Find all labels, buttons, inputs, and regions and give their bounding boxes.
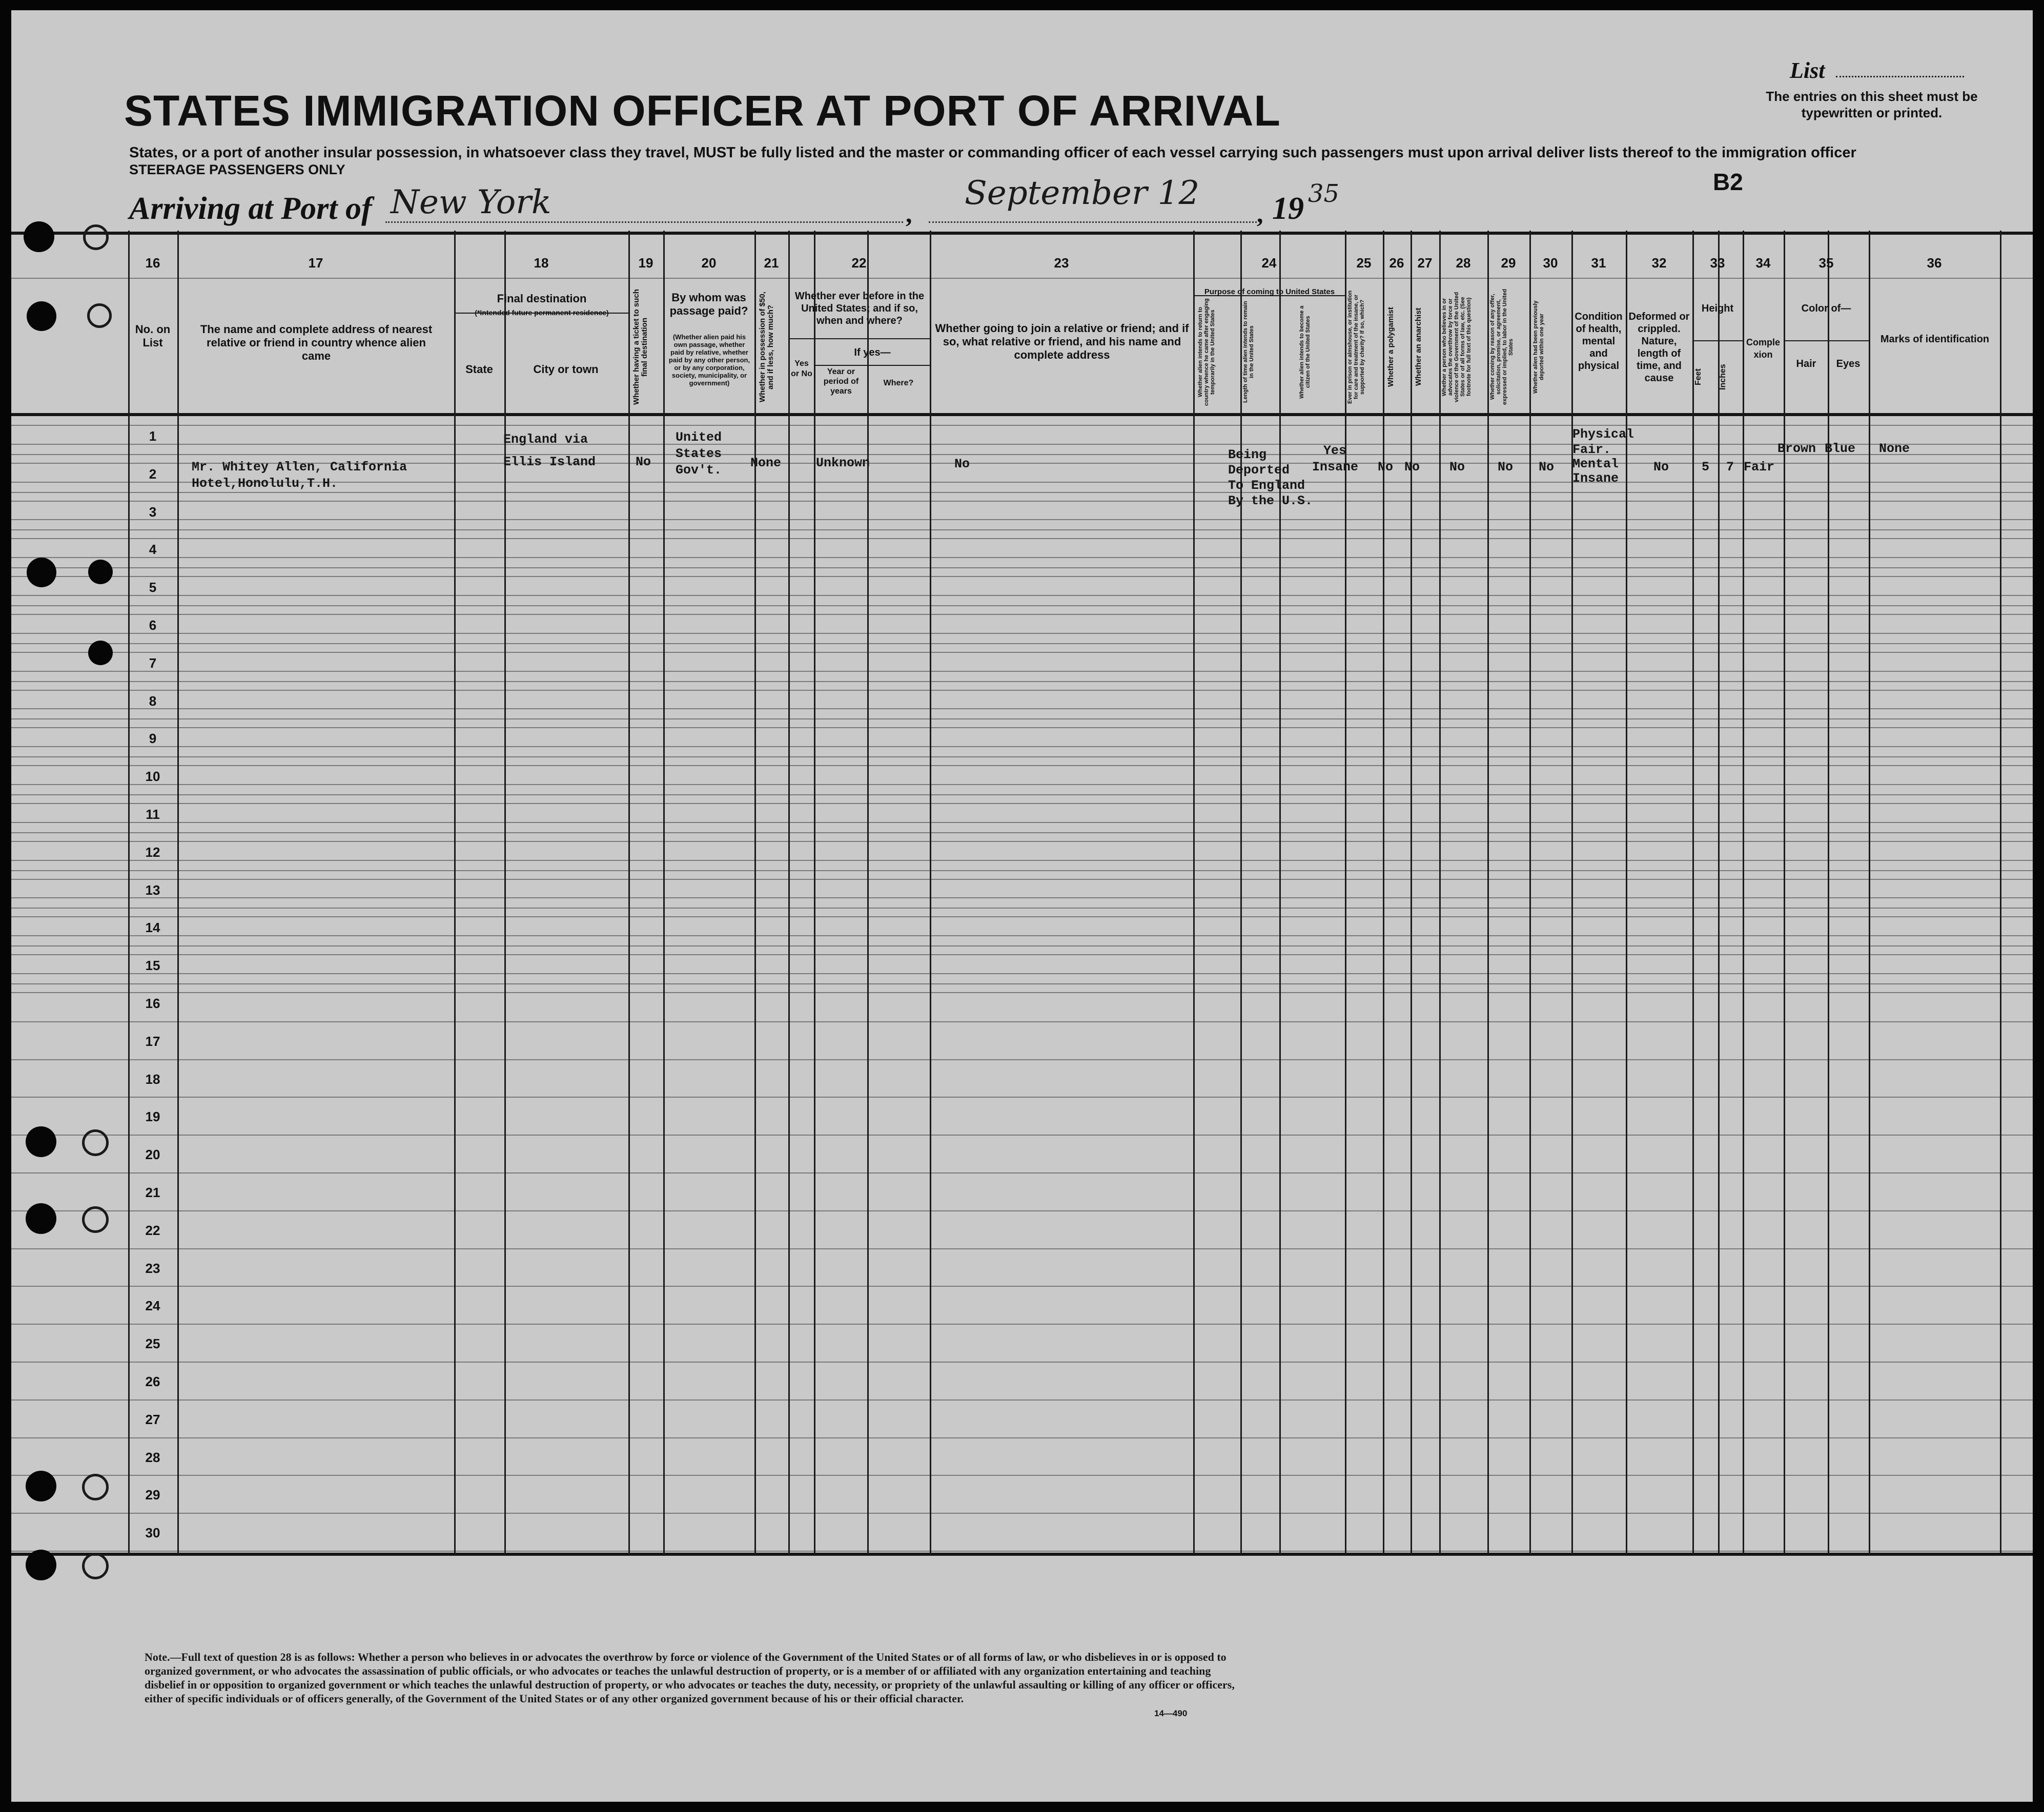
row-rule — [11, 1097, 2033, 1098]
row-number: 19 — [145, 1109, 160, 1124]
column-rule — [1439, 231, 1441, 1555]
col-number: 35 — [1818, 255, 1834, 271]
header-hair: Hair — [1796, 358, 1816, 369]
port-line — [385, 221, 903, 223]
col-number: 20 — [701, 255, 717, 271]
header-city: City or town — [533, 363, 599, 376]
row-number: 23 — [145, 1261, 160, 1276]
entry-purpose-line3: To England — [1228, 478, 1305, 493]
row-rule — [11, 1172, 2033, 1173]
column-rule — [867, 231, 869, 1555]
row-rule-half — [11, 860, 2033, 861]
column-rule — [754, 231, 756, 1555]
header-polygamist: Whether a polygamist — [1386, 307, 1395, 387]
col-number: 18 — [534, 255, 549, 271]
column-rule — [1692, 231, 1694, 1555]
row-rule — [11, 832, 2033, 833]
header-contract-labor: Whether coming by reason of any offer, solicitation, promise, or agreement, expressed or implied, to labor in the United States — [1489, 289, 1514, 405]
entry-overthrow: No — [1449, 460, 1465, 475]
entry-paid-line2: States — [676, 446, 722, 461]
row-rule — [11, 529, 2033, 530]
column-rule — [177, 231, 179, 1555]
row-number: 11 — [146, 807, 160, 822]
row-rule — [11, 1399, 2033, 1401]
col-number: 22 — [851, 255, 867, 271]
row-rule — [11, 945, 2033, 946]
list-number-line — [1836, 76, 1964, 77]
column-rule — [1487, 231, 1489, 1555]
row-rule — [11, 492, 2033, 493]
entry-health-line1: Physical — [1572, 427, 1634, 442]
row-number: 6 — [149, 617, 157, 633]
row-number: 29 — [145, 1487, 160, 1502]
entry-health-line3: Mental — [1572, 457, 1619, 471]
entry-marks: None — [1879, 441, 1910, 456]
header-year-period: Year or period of years — [823, 367, 859, 396]
row-rule — [11, 1362, 2033, 1363]
binder-ring — [82, 1474, 109, 1500]
col-number: 34 — [1755, 255, 1771, 271]
sheet-mark: B2 — [1713, 169, 1743, 195]
col-number: 30 — [1543, 255, 1558, 271]
header-inches: Inches — [1719, 364, 1727, 390]
header-final-destination-note: (*Intended future permanent residence) — [475, 308, 609, 317]
row-rule — [11, 1286, 2033, 1287]
header-color-of: Color of— — [1801, 303, 1851, 314]
entry-feet: 5 — [1702, 460, 1710, 475]
entry-paid-line1: United — [676, 430, 722, 445]
column-rule — [1383, 231, 1384, 1555]
row-rule — [11, 1210, 2033, 1211]
entry-eyes: Blue — [1825, 441, 1856, 456]
header-deported: Whether alien had been previously deported within one year — [1532, 300, 1545, 394]
manifest-sheet — [11, 10, 2033, 1802]
column-rule — [504, 231, 506, 1555]
comma-2: , — [1257, 199, 1263, 228]
row-number: 7 — [149, 655, 157, 671]
entry-contract-labor: No — [1498, 460, 1514, 475]
header-purpose-c: Whether alien intends to become a citizen of the United States — [1299, 305, 1311, 399]
row-rule-half — [11, 557, 2033, 558]
row-rule-half — [11, 916, 2033, 917]
row-rule — [11, 756, 2033, 757]
row-rule — [11, 1059, 2033, 1060]
header-eyes: Eyes — [1836, 358, 1861, 369]
row-rule-half — [11, 708, 2033, 709]
row-rule-half — [11, 501, 2033, 502]
subheader-rule — [1692, 340, 1743, 341]
typewritten-note: The entries on this sheet must be typewritten or printed. — [1766, 89, 1978, 120]
row-number: 2 — [149, 466, 157, 482]
header-anarchist: Whether an anarchist — [1414, 307, 1423, 386]
col-number: 25 — [1356, 255, 1372, 271]
column-rule — [1743, 231, 1744, 1555]
row-rule-half — [11, 633, 2033, 634]
header-possession: Whether in possession of $50, and if less, how much? — [758, 292, 775, 402]
row-rule — [11, 1437, 2033, 1438]
column-rule — [1869, 231, 1870, 1555]
row-rule — [11, 870, 2033, 871]
binder-ring — [82, 1206, 109, 1233]
row-rule-half — [11, 935, 2033, 936]
row-rule-half — [11, 576, 2033, 577]
column-rule — [1529, 231, 1531, 1555]
comma-1: , — [906, 199, 912, 228]
row-number: 8 — [149, 693, 157, 709]
header-height: Height — [1701, 303, 1734, 314]
header-overthrow: Whether a person who believes in or advocates the overthrow by force or violence of the Government of the United States or of all forms of law, etc. (See footnote for full text of this question) — [1441, 292, 1472, 402]
binder-ring — [82, 1553, 109, 1579]
column-rule — [788, 231, 790, 1555]
col-number: 31 — [1591, 255, 1606, 271]
column-rule — [1828, 231, 1829, 1555]
row-rule — [11, 908, 2033, 909]
header-nearest-relative: The name and complete address of nearest relative or friend in country whence alien came — [200, 323, 433, 362]
row-number: 3 — [149, 504, 157, 520]
list-label: List — [1790, 58, 1825, 83]
row-number: 17 — [145, 1034, 160, 1049]
row-rule — [11, 1324, 2033, 1325]
row-number: 1 — [149, 428, 157, 444]
entry-hair: Brown — [1777, 441, 1816, 456]
binder-hole — [26, 1126, 56, 1157]
row-number: 9 — [149, 731, 157, 746]
column-rule — [1411, 231, 1412, 1555]
header-by-whom-paid-note: (Whether alien paid his own passage, whether paid by relative, whether paid by any other person, or by any corporation, society, municipality, or government) — [668, 333, 750, 387]
header-deformed: Deformed or crippled. Nature, length of time, and cause — [1628, 311, 1690, 384]
row-number: 18 — [145, 1072, 160, 1087]
row-rule-half — [11, 879, 2033, 880]
col-number: 23 — [1054, 255, 1069, 271]
row-rule-half — [11, 519, 2033, 520]
row-rule-half — [11, 954, 2033, 955]
header-instructions: States, or a port of another insular possession, in whatsoever class they travel, MUST be fully listed and the master or commanding officer of each vessel carrying such passengers must upon arrival deliver lists thereof to the immigration officer — [129, 145, 1856, 161]
entry-polygamist: No — [1378, 460, 1394, 475]
row-number: 27 — [145, 1412, 160, 1427]
header-where: Where? — [883, 379, 914, 387]
row-number: 13 — [145, 882, 160, 898]
entry-deported: No — [1539, 460, 1555, 475]
row-rule-half — [11, 727, 2033, 728]
row-rule — [11, 681, 2033, 682]
column-rule — [1784, 231, 1785, 1555]
row-number: 14 — [145, 920, 160, 935]
row-rule-half — [11, 803, 2033, 804]
arriving-label: Arriving at Port of — [129, 191, 372, 226]
row-rule-half — [11, 897, 2033, 898]
subheader-rule — [788, 338, 930, 339]
header-purpose-a: Whether alien intends to return to country whence he came after engaging temporarily in the United States — [1197, 298, 1216, 406]
column-rule — [663, 231, 665, 1555]
header-marks: Marks of identification — [1880, 334, 1990, 345]
page-title: STATES IMMIGRATION OFFICER AT PORT OF ARRIVAL — [124, 87, 1281, 135]
row-rule-half — [11, 538, 2033, 539]
header-prison: Ever in prison or almshouse, or institution for care and treatment of the insane, or supported by charity? If so, which? — [1347, 290, 1365, 404]
entry-ever-before: Unknown — [816, 456, 870, 470]
binder-hole — [88, 560, 113, 584]
col-number: 24 — [1261, 255, 1277, 271]
entry-health-line4: Insane — [1572, 471, 1619, 486]
entry-relative-line1: Mr. Whitey Allen, California — [192, 460, 407, 475]
column-rule — [1240, 231, 1242, 1555]
column-rule — [1718, 231, 1720, 1555]
column-number-rule — [11, 278, 2033, 279]
row-rule-half — [11, 841, 2033, 842]
header-health: Condition of health, mental and physical — [1575, 311, 1623, 372]
row-number: 26 — [145, 1374, 160, 1389]
entry-purpose-line2: Deported — [1228, 463, 1290, 478]
row-number: 16 — [145, 996, 160, 1011]
row-number: 24 — [145, 1298, 160, 1313]
binder-hole — [26, 1203, 56, 1234]
row-rule — [11, 643, 2033, 644]
binder-ring — [83, 224, 109, 250]
col-number: 36 — [1927, 255, 1942, 271]
header-final-destination: Final destination — [497, 292, 587, 305]
col-number: 32 — [1651, 255, 1667, 271]
header-state: State — [465, 363, 493, 376]
column-rule — [930, 231, 931, 1555]
entry-prison-line1: Yes — [1323, 443, 1347, 458]
entry-inches: 7 — [1726, 460, 1734, 475]
row-rule — [11, 567, 2033, 568]
binder-hole — [88, 641, 113, 665]
row-rule — [11, 1475, 2033, 1476]
row-number: 30 — [145, 1525, 160, 1540]
row-rule-half — [11, 425, 2033, 426]
entry-health-line2: Fair. — [1572, 442, 1611, 457]
steerage-label: STEERAGE PASSENGERS ONLY — [129, 162, 345, 177]
binder-hole — [26, 1471, 56, 1501]
row-number: 10 — [145, 769, 160, 784]
row-rule — [11, 605, 2033, 606]
row-rule-half — [11, 822, 2033, 823]
col-number: 16 — [145, 255, 160, 271]
column-rule — [2000, 231, 2001, 1555]
column-rule — [814, 231, 815, 1555]
row-rule-half — [11, 652, 2033, 653]
row-rule-half — [11, 973, 2033, 974]
entry-complexion: Fair — [1744, 460, 1775, 475]
column-rule — [1345, 231, 1346, 1555]
row-number: 20 — [145, 1147, 160, 1162]
col-number: 33 — [1710, 255, 1725, 271]
entry-relative-line2: Hotel,Honolulu,T.H. — [192, 476, 338, 491]
row-number: 15 — [145, 958, 160, 973]
year-prefix: 19 — [1272, 191, 1304, 226]
header-purpose: Purpose of coming to United States — [1204, 287, 1335, 296]
entry-city-line2: Ellis Island — [503, 455, 596, 469]
port-handwritten: New York — [391, 183, 551, 221]
subheader-rule — [1784, 340, 1869, 341]
header-join-relative: Whether going to join a relative or friend; and if so, what relative or friend, and his name and complete address — [935, 322, 1189, 361]
row-number: 4 — [149, 542, 157, 557]
col-number: 28 — [1456, 255, 1471, 271]
date-line — [929, 221, 1257, 223]
row-number: 21 — [145, 1185, 160, 1200]
table-top-rule — [11, 232, 2033, 235]
row-rule — [11, 983, 2033, 984]
row-rule-half — [11, 784, 2033, 785]
binder-ring — [82, 1129, 109, 1156]
row-rule-half — [11, 765, 2033, 766]
column-rule — [1193, 231, 1195, 1555]
column-rule — [454, 231, 456, 1555]
row-rule-half — [11, 992, 2033, 993]
row-rule — [11, 1021, 2033, 1022]
row-number: 12 — [145, 845, 160, 860]
row-rule — [11, 1135, 2033, 1136]
subheader-rule — [814, 365, 930, 366]
column-rule — [1279, 231, 1281, 1555]
binder-hole — [27, 301, 56, 331]
header-feet: Feet — [1694, 368, 1703, 386]
entry-join-relative: No — [954, 457, 970, 471]
entry-purpose-line1: Being — [1228, 447, 1267, 462]
row-rule — [11, 1513, 2033, 1514]
row-rule-half — [11, 595, 2033, 596]
col-number: 17 — [308, 255, 323, 271]
row-number: 5 — [149, 580, 157, 595]
manifest-table — [11, 231, 2033, 1609]
col-number: 19 — [638, 255, 653, 271]
entry-deformed: No — [1653, 460, 1669, 475]
entry-possession: None — [750, 456, 782, 470]
binder-ring — [87, 303, 112, 328]
entry-anarchist: No — [1404, 460, 1420, 475]
row-rule — [11, 1551, 2033, 1552]
footnote: Note.—Full text of question 28 is as follows: Whether a person who believes in or advocates the overthrow by force or violence of the Government of the United States or of all forms of law, or who disbelieves in or is opposed to organized government, or who advocates the assassination of public officials, or who advocates or teaches the unlawful destruction of property, or is a member of or affiliated with any organization entertaining and teaching disbelief in or opposition to organized government or which teaches the unlawful destruction of property, or who advocates or teaches the duty, necessity, or propriety of the unlawful assaulting or killing of any officer or officers, either of specific individuals or of officers generally, of the Government of the United States or of any other organized government because of his or their official character. — [145, 1651, 1235, 1705]
header-bottom-rule — [11, 413, 2033, 416]
date-handwritten: September 12 — [965, 174, 1200, 212]
row-rule-half — [11, 671, 2033, 672]
col-number: 21 — [764, 255, 779, 271]
binder-hole — [26, 1550, 56, 1580]
row-rule — [11, 794, 2033, 795]
entry-ticket: No — [636, 455, 651, 469]
col-number: 27 — [1417, 255, 1433, 271]
row-number: 25 — [145, 1336, 160, 1351]
binder-hole — [27, 558, 56, 587]
col-number: 29 — [1501, 255, 1516, 271]
row-rule-half — [11, 690, 2033, 691]
header-ever-before: Whether ever before in the United States; and if so, when and where? — [794, 291, 925, 326]
entry-prison-line2: Insane — [1312, 460, 1359, 475]
row-number: 28 — [145, 1450, 160, 1465]
entry-paid-line3: Gov't. — [676, 463, 722, 478]
entry-city-line1: England via — [503, 432, 588, 447]
header-if-yes: If yes— — [854, 347, 891, 358]
header-by-whom-paid: By whom was passage paid? — [669, 291, 748, 317]
row-rule-half — [11, 614, 2033, 615]
header-complexion: Complexion — [1746, 337, 1780, 360]
form-number: 14—490 — [1154, 1708, 1188, 1718]
table-bottom-rule — [11, 1553, 2033, 1556]
row-rule — [11, 718, 2033, 719]
row-rule — [11, 1248, 2033, 1249]
year-handwritten: 35 — [1308, 179, 1340, 208]
column-rule — [628, 231, 630, 1555]
entry-purpose-line4: By the U.S. — [1228, 493, 1313, 508]
row-number: 22 — [145, 1223, 160, 1238]
binder-hole — [24, 221, 54, 252]
col-number: 26 — [1389, 255, 1404, 271]
row-rule-half — [11, 746, 2033, 747]
header-ticket: Whether having a ticket to such final destination — [632, 289, 649, 405]
header-no-on-list: No. on List — [135, 323, 171, 349]
header-yes-or-no: Yes or No — [791, 359, 812, 378]
row-rule-half — [11, 444, 2033, 445]
header-purpose-b: Length of time alien intends to remain in the United States — [1242, 301, 1255, 403]
row-rule — [11, 454, 2033, 455]
